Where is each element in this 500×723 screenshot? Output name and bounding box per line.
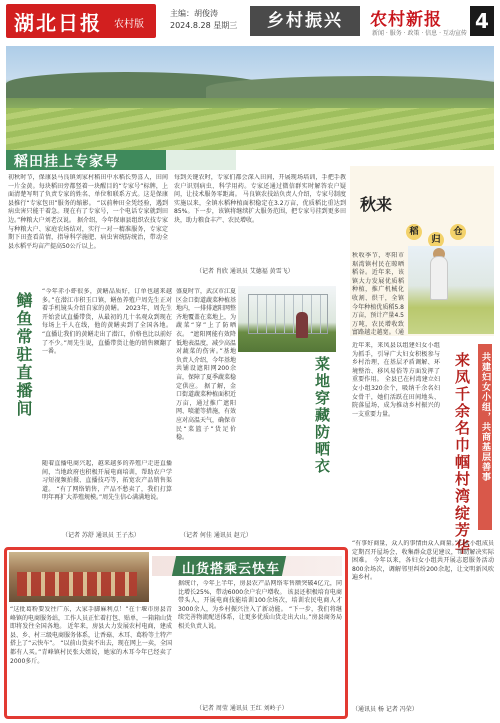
page-number: 4 <box>470 6 494 36</box>
article-body: 近年来，来凤县以组建妇女小组为抓手，引导广大妇女积极参与乡村治理，在基层矛盾调解、环境整治、移风易俗等方面发挥了重要作用。 全县已在村湾建立妇女小组320余个，吸纳千余名妇女骨干，她们活跃在田间地头、院落屋场，成为推动乡村振兴的一支重要力量。 <box>352 342 440 418</box>
article-body: 据统计，今年上半年，房县农产品网络零售额突破4亿元，同比增长25%，带动6000余户农户增收。 该县还积极培育电商带头人，开展电商技能培训100余场次，培训农民电商人才3000余人，为乡村振兴注入了新动能。 “下一步，我们将继续完善物流配送体系，让更多优质山货走出大山。”房县商务局相关负责人说。 <box>178 580 342 630</box>
article-body: 盛夏时节，武汉市江夏区金口街道蔬菜种植基地内，一排排遮阳网整齐地覆盖在菜地上，为蔬菜“穿”上了防晒衣。 “遮阳网能有效降低地表温度，减少高温对蔬菜的伤害。”基地负责人介绍，今年基地共铺设遮阳网200余亩，保障了夏季蔬菜稳定供应。 据了解，金口街道蔬菜种植面积近万亩，通过推广遮阳网、喷灌等措施，有效应对高温天气，确保市民“菜篮子”货足价稳。 <box>176 288 236 442</box>
title-circle: 仓 <box>450 224 466 240</box>
article-body: “有事好商量，众人的事情由众人商量。”妇女小组成员定期召开屋场会，收集群众意见建议，帮助解决实际困难。 今年以来，各妇女小组共开展志愿服务活动800余场次，调解邻里纠纷200余起，让文明新风吹遍乡村。 <box>352 540 494 582</box>
harvest-photo <box>408 246 494 334</box>
title-circle: 稻 <box>406 224 422 240</box>
article-headline <box>6 150 236 170</box>
rice-field-photo <box>6 46 494 150</box>
goods-crates-shape <box>17 572 137 596</box>
article-byline: （记者 何佳 通讯员 赵元） <box>180 532 252 539</box>
article-byline: （通讯员 杨 记者 冯荣） <box>352 706 418 713</box>
photo-feature-title: 秋来 <box>360 195 393 214</box>
article-headline-vertical: 菜地穿藏防晒衣 <box>313 356 331 475</box>
article-body: “今年赤小虾很多，黄鳝品质好，订单也越来越多。”在潜江市积玉口镇，鳝鱼养殖户周先生正对着手机镜头介绍自家的黄鳝。 2023年，周先生开始尝试直播带货，从最初的几十名观众到现在每场上千人在线，他的黄鳝卖到了全国各地。 “直播让我们的黄鳝走出了潜江，价格也比以前好了不少。”周先生说，直播带货让他的销售额翻了一番。 <box>42 288 172 356</box>
edition-label: 农村版 <box>114 19 144 30</box>
article-byline: （记者 肖欣 通讯员 艾德福 黄雪飞） <box>196 268 294 275</box>
article-body: 每到关键农时，专家们都会深入田间，开展现场培训，手把手教农户识别病虫、科学用药。专家还通过微信群实时解答农户疑问，让技术服务零距离。 马良镇农技站负责人介绍，专家号制度实施以来，全镇水稻种植面积稳定在3.2万亩，优质稻比重达到85%。下一步，该镇将继续扩大服务范围，把专家号挂到更多田块，助力粮食丰产、农民增收。 <box>174 174 346 224</box>
article-headline <box>152 556 342 576</box>
farmer-figure <box>430 256 448 300</box>
title-circle: 归 <box>428 232 444 248</box>
brand-title: 农村新报 <box>370 10 442 30</box>
headline-text: 稻田挂上专家号 <box>14 154 119 170</box>
article-headline-vertical: 鳝鱼常驻直播间 <box>14 292 33 418</box>
article-headline-vertical: 来凤千余名巾帼村湾绽芳华 <box>453 352 471 556</box>
shade-net-shape <box>248 294 328 334</box>
editor-info <box>170 8 237 32</box>
article-byline: （记者 苏舒 通讯员 王子杰） <box>62 532 140 539</box>
date-line: 2024.8.28 星期三 <box>170 21 238 30</box>
editor-line: 主编：胡俊涛 <box>170 9 218 18</box>
vegetable-field-photo <box>238 286 336 352</box>
farmer-figure <box>296 312 308 338</box>
newspaper-logo <box>6 4 156 38</box>
headline-text: 山货搭乘云快车 <box>182 562 281 577</box>
article-byline: （记者 周莹 通讯员 王红 刘岭子） <box>196 705 288 712</box>
masthead <box>0 0 500 44</box>
photo-caption: 秋收季节，枣阳市琚湾镇村民在晾晒稻谷。近年来，该镇大力发展优质稻种植，推广机械化收割、烘干，全镇今年种植优质稻5.8万亩，预计产量4.5万吨，农民增收致富路越走越宽。（通 <box>352 252 404 336</box>
article-kicker: 共建妇女小组，共商基层善事 <box>480 352 490 482</box>
logo-text: 湖北日报 <box>14 11 102 35</box>
article-body: 随着直播电商兴起，越来越多的养殖户走进直播间，当地政府也积极开展电商培训，帮助农户学习短视频拍摄、直播技巧等，拓宽农产品销售渠道。 “有了网络销售，产品不愁卖了，我们打算明年再扩大养殖规模。”周先生信心满满地说。 <box>42 460 172 502</box>
field-shape <box>6 108 494 150</box>
section-banner: 乡村振兴 <box>250 6 360 36</box>
article-body: “这批葛粉要发往广东，大家手脚麻利点！”在十堰市房县青峰镇的电商服务站，工作人员正忙着打包、贴单，一箱箱山货即将发往全国各地。 近年来，房县大力发展农村电商，建成县、乡、村三级电商服务体系，让香菇、木耳、葛粉等土特产搭上了“云快车”。 “以前山货卖不出去，现在网上一卖，全国都有人买。”青峰镇村民张大姐说，她家的木耳今年已经卖了2000多斤。 <box>10 606 172 665</box>
brand-subtitle: 新闻 · 服务 · 政策 · 信息 · 互动宣传 <box>372 30 467 37</box>
mountain-goods-photo <box>9 552 149 602</box>
mountain-shape <box>206 76 494 98</box>
article-body: 初秋时节，保康县马良镇刘家村稻田中水稻长势喜人，田间一片金黄。每块稻田旁都竖着一块醒目的“专家号”标牌，上面清楚写明了负责专家的姓名、单位和联系方式。这是保康县推行“专家包田”服务的缩影。 “以前种田全凭经验，遇到病虫害只能干着急。现在有了专家号，一个电话专家就到田边。”种粮大户刘老汉说。 据介绍，今年保康县组织农技专家与种粮大户、家庭农场结对，实行一对一精准服务，专家定期下田查看苗情，指导科学施肥、病虫害统防统治，带动全县水稻平均亩产提高50公斤以上。 <box>8 174 168 250</box>
